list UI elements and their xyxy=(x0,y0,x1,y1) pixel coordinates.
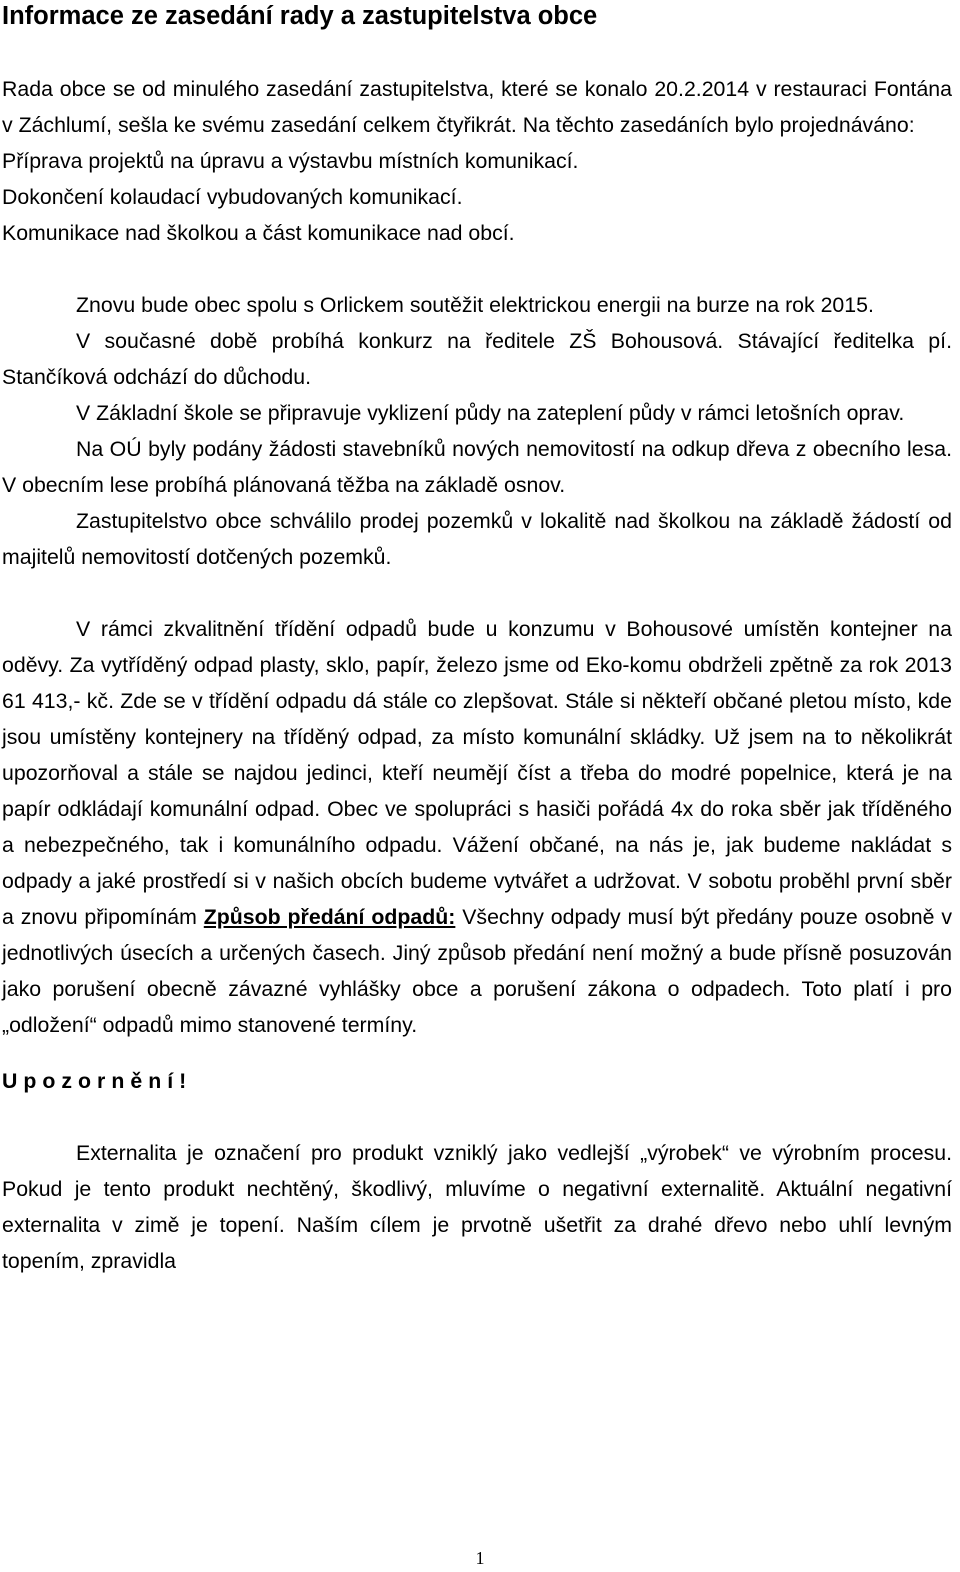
page-number: 1 xyxy=(475,1548,485,1568)
school-director-paragraph: V současné době probíhá konkurz na ředitele ZŠ Bohousová. Stávající ředitelka pí. Stančíková odchází do důchodu. xyxy=(2,329,952,389)
waste-paragraph xyxy=(2,611,952,1043)
warning-heading: Upozornění! xyxy=(2,1069,193,1093)
document-body xyxy=(2,71,952,1279)
spacer xyxy=(2,251,952,287)
agenda-item: Příprava projektů na úpravu a výstavbu místních komunikací. xyxy=(2,149,579,173)
electricity-paragraph: Znovu bude obec spolu s Orlickem soutěžit elektrickou energii na burze na rok 2015. xyxy=(76,293,874,317)
waste-text-before: V rámci zkvalitnění třídění odpadů bude u konzumu v Bohousové umístěn kontejner na oděvy. Za vytříděný odpad plasty, sklo, papír, železo jsme od Eko-komu obdrželi zpětně za rok 2013 61 413,- kč. Zde se v třídění odpadu dá stále co zlepšovat. Stále si někteří občané pletou místo, kde jsou umístěny kontejnery na tříděný odpad, za místo komunální skládky. Už jsem na to několikrát upozorňoval a stále se najdou jedinci, kteří neumějí číst a třeba do modré popelnice, která je na papír odkládají komunální odpad. Obec ve spolupráci s hasiči pořádá 4x do roka sběr jak tříděného a nebezpečného, tak i komunálního odpadu. Vážení občané, na nás je, jak budeme nakládat s odpady a jaké prostředí si v našich obcích budeme vytvářet a udržovat. V sobotu proběhl první sběr a znovu připomínám xyxy=(2,617,952,929)
land-sale-paragraph: Zastupitelstvo obce schválilo prodej pozemků v lokalitě nad školkou na základě žádostí od majitelů nemovitostí dotčených pozemků. xyxy=(2,509,952,569)
agenda-item: Dokončení kolaudací vybudovaných komunikací. xyxy=(2,185,463,209)
waste-text-after: Všechny odpady musí být předány pouze osobně v jednotlivých úsecích a určených časech. Jiný způsob předání není možný a bude přísně posuzován jako porušení obecně závazné vyhlášky obce a porušení zákona o odpadech. Toto platí i pro „odložení“ odpadů mimo stanovené termíny. xyxy=(2,905,953,1037)
intro-paragraph: Rada obce se od minulého zasedání zastupitelstva, které se konalo 20.2.2014 v restauraci Fontána v Záchlumí, sešla ke svému zasedání celkem čtyřikrát. Na těchto zasedáních bylo projednáváno: xyxy=(2,77,952,137)
agenda-item: Komunikace nad školkou a část komunikace nad obcí. xyxy=(2,221,515,245)
document-title: Informace ze zasedání rady a zastupitelstva obce xyxy=(2,2,598,30)
wood-request-paragraph: Na OÚ byly podány žádosti stavebníků nových nemovitostí na odkup dřeva z obecního lesa. V obecním lese probíhá plánovaná těžba na základě osnov. xyxy=(2,437,952,497)
waste-handover-emphasis: Způsob předání odpadů: xyxy=(203,905,456,929)
externality-paragraph: Externalita je označení pro produkt vzniklý jako vedlejší „výrobek“ ve výrobním procesu. Pokud je tento produkt nechtěný, škodlivý, mluvíme o negativní externalitě. Aktuální negativní externalita v zimě je topení. Naším cílem je prvotně ušetřit za drahé dřevo nebo uhlí levným topením, zpravidla xyxy=(2,1141,952,1273)
spacer xyxy=(2,1099,952,1135)
spacer xyxy=(2,1043,952,1063)
spacer xyxy=(2,575,952,611)
school-attic-paragraph: V Základní škole se připravuje vyklizení půdy na zateplení půdy v rámci letošních oprav. xyxy=(76,401,905,425)
